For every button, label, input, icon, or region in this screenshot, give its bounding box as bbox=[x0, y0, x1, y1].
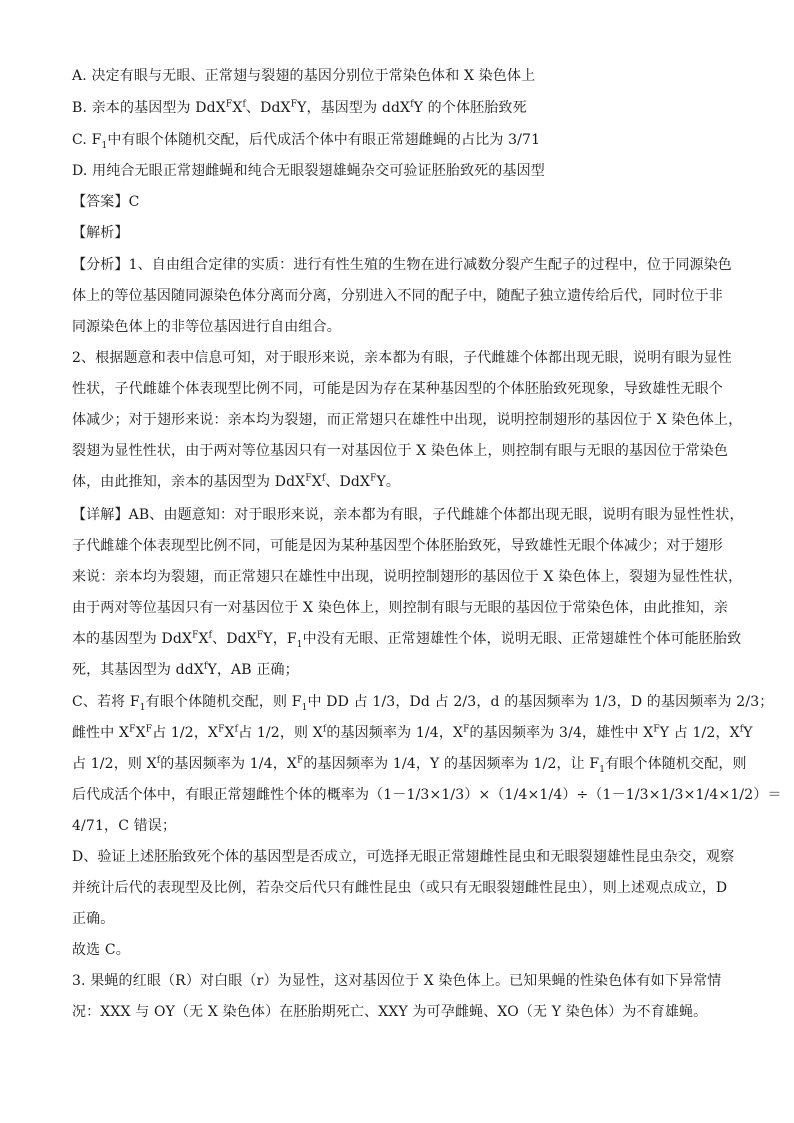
detail-c-line-3 bbox=[72, 755, 747, 775]
option-d: D. 用纯合无眼正常翅雌蝇和纯合无眼裂翅雄蝇杂交可验证胚胎致死的基因型 bbox=[72, 163, 545, 179]
text-run: 中 DD 占 1/3，Dd 占 2/3，d 的基因频率为 1/3，D 的基因频率为 2/3； bbox=[307, 694, 774, 710]
subscript: 1 bbox=[101, 140, 108, 151]
detail-d-line-2: 并统计后代的表现型及比例，若杂交后代只有雌性昆虫（或只有无眼裂翅雌性昆虫），则上述观点成立，D bbox=[72, 880, 728, 896]
detail-c-line-2 bbox=[72, 724, 753, 742]
text-run: Y。 bbox=[376, 474, 401, 490]
conclusion-line: 故选 C。 bbox=[72, 942, 130, 958]
text-run: 体，由此推知，亲本的基因型为 DdX bbox=[72, 474, 306, 490]
detail-d-line-1: D、验证上述胚胎致死个体的基因型是否成立，可选择无眼正常翅雌性昆虫和无眼裂翅雄性昆虫杂交，观察 bbox=[72, 849, 735, 865]
text-run: Y bbox=[743, 725, 753, 741]
detail-c-line-5: 4/71，C 错误； bbox=[72, 818, 177, 834]
text-run: 中没有无眼、正常翅雄性个体，说明无眼、正常翅雄性个体可能胚胎致 bbox=[302, 631, 742, 647]
text-run: X bbox=[311, 474, 322, 490]
superscript: F bbox=[218, 724, 225, 735]
detail-line-6 bbox=[72, 661, 722, 679]
question-3-line-1: 3. 果蝇的红眼（R）对白眼（r）为显性，这对基因位于 X 染色体上。已知果蝇的性染色体有如下异常情 bbox=[72, 973, 722, 989]
text-run: Y，基因型为 ddX bbox=[297, 100, 411, 116]
superscript: f bbox=[156, 755, 161, 766]
superscript: F bbox=[370, 473, 377, 484]
superscript: F bbox=[256, 630, 264, 641]
text-run: Y 占 1/2，X bbox=[659, 725, 740, 741]
superscript: F bbox=[653, 724, 660, 735]
text-run: X bbox=[135, 725, 146, 741]
text-run: Y，F bbox=[263, 631, 297, 647]
superscript: f bbox=[322, 724, 327, 735]
superscript: F bbox=[290, 99, 298, 110]
analysis-line-5: 性状，子代雌雄个体表现型比例不同，可能是因为存在某种基因型的个体胚胎致死现象，导致雄性无眼个 bbox=[72, 381, 723, 397]
superscript: f bbox=[410, 99, 414, 110]
text-run: 死，其基因型为 ddX bbox=[72, 662, 204, 678]
text-run: 本的基因型为 DdX bbox=[72, 631, 193, 647]
superscript: F bbox=[463, 724, 470, 735]
analysis-line-3: 同源染色体上的非等位基因进行自由组合。 bbox=[72, 319, 341, 335]
text-run: 占 1/2，则 X bbox=[72, 756, 157, 772]
analysis-heading: 【解析】 bbox=[72, 225, 129, 241]
analysis-line-7: 裂翅为显性性状，由于两对等位基因只有一对基因位于 X 染色体上，则控制有眼与无眼的基因位于常染色 bbox=[72, 443, 729, 459]
text-run: 的基因频率为 1/4，Y 的基因频率为 1/2，让 F bbox=[303, 756, 600, 772]
question-3-line-2: 况：XXX 与 OY（无 X 染色体）在胚胎期死亡、XXY 为可孕雌蝇、XO（无 Y 染色体）为不育雄蝇。 bbox=[72, 1004, 708, 1020]
text-run: X bbox=[232, 100, 243, 116]
text-run: X bbox=[224, 725, 235, 741]
analysis-line-4: 2、根据题意和表中信息可知，对于眼形来说，亲本都为有眼，子代雌雄个体都出现无眼，说明有眼为显性 bbox=[72, 350, 732, 366]
text-run: 中有眼个体随机交配，后代成活个体中有眼正常翅雌蝇的占比为 3/71 bbox=[107, 132, 541, 148]
text-run: 的基因频率为 1/4，X bbox=[326, 725, 464, 741]
subscript: 1 bbox=[599, 764, 606, 775]
detail-d-line-3: 正确。 bbox=[72, 911, 115, 927]
text-run: 、DdX bbox=[212, 631, 257, 647]
superscript: f bbox=[234, 724, 239, 735]
option-b bbox=[72, 99, 722, 117]
detail-line-5 bbox=[72, 630, 742, 650]
subscript: 1 bbox=[139, 702, 146, 713]
superscript: f bbox=[242, 99, 246, 110]
analysis-line-8 bbox=[72, 473, 722, 491]
detail-line-4: 由于两对等位基因只有一对基因位于 X 染色体上，则控制有眼与无眼的基因位于常染色体，由此推知，亲 bbox=[72, 600, 729, 616]
text-run: 有眼个体随机交配，则 F bbox=[145, 694, 302, 710]
detail-c-line-1 bbox=[72, 693, 774, 713]
text-run: C. F bbox=[72, 132, 102, 148]
superscript: f bbox=[321, 473, 326, 484]
detail-line-1: 【详解】AB、由题意知：对于眼形来说，亲本都为有眼，子代雌雄个体都出现无眼，说明有眼为显性性状， bbox=[72, 507, 744, 523]
text-run: Y 的个体胚胎致死 bbox=[413, 100, 527, 116]
text-run: 的基因频率为 1/4，X bbox=[160, 756, 297, 772]
analysis-line-1: 【分析】1、自由组合定律的实质：进行有性生殖的生物在进行减数分裂产生配子的过程中，位于同源染色 bbox=[72, 257, 732, 273]
superscript: F bbox=[296, 755, 304, 766]
analysis-line-2: 体上的等位基因随同源染色体分离而分离，分别进入不同的配子中，随配子独立遗传给后代，同时位于非 bbox=[72, 288, 723, 304]
text-run: C、若将 F bbox=[72, 694, 140, 710]
text-run: 、DdX bbox=[245, 100, 291, 116]
superscript: F bbox=[192, 630, 199, 641]
subscript: 1 bbox=[296, 639, 303, 650]
superscript: f bbox=[739, 724, 744, 735]
detail-c-line-4: 后代成活个体中，有眼正常翅雌性个体的概率为（1－1/3×1/3）×（1/4×1/4）÷（1－1/3×1/3×1/4×1/2）＝ bbox=[72, 787, 782, 803]
superscript: F bbox=[305, 473, 312, 484]
superscript: F bbox=[225, 99, 233, 110]
superscript: f bbox=[204, 661, 208, 672]
superscript: F bbox=[129, 724, 136, 735]
text-run: 雌性中 X bbox=[72, 725, 130, 741]
text-run: 有眼个体随机交配，则 bbox=[605, 756, 747, 772]
superscript: F bbox=[145, 724, 153, 735]
subscript: 1 bbox=[301, 702, 308, 713]
superscript: f bbox=[208, 630, 213, 641]
detail-line-3: 来说：亲本均为裂翅，而正常翅只在雄性中出现，说明控制翅形的基因位于 X 染色体上，裂翅为显性性状， bbox=[72, 569, 743, 585]
text-run: 占 1/2，X bbox=[152, 725, 219, 741]
text-run: 、DdX bbox=[325, 474, 371, 490]
text-run: B. 亲本的基因型为 DdX bbox=[72, 100, 226, 116]
option-c bbox=[72, 131, 722, 149]
text-run: 的基因频率为 3/4，雄性中 X bbox=[469, 725, 654, 741]
answer-line: 【答案】C bbox=[72, 194, 140, 210]
text-run: 占 1/2，则 X bbox=[238, 725, 323, 741]
detail-line-2: 子代雌雄个体表现型比例不同，可能是因为某种基因型个体胚胎致死，导致雄性无眼个体减少；对于翅形 bbox=[72, 538, 723, 554]
text-run: Y，AB 正确； bbox=[207, 662, 299, 678]
text-run: X bbox=[198, 631, 209, 647]
analysis-line-6: 体减少；对于翅形来说：亲本均为裂翅，而正常翅只在雄性中出现，说明控制翅形的基因位于 X 染色体上， bbox=[72, 412, 743, 428]
option-a: A. 决定有眼与无眼、正常翅与裂翅的基因分别位于常染色体和 X 染色体上 bbox=[72, 68, 536, 84]
